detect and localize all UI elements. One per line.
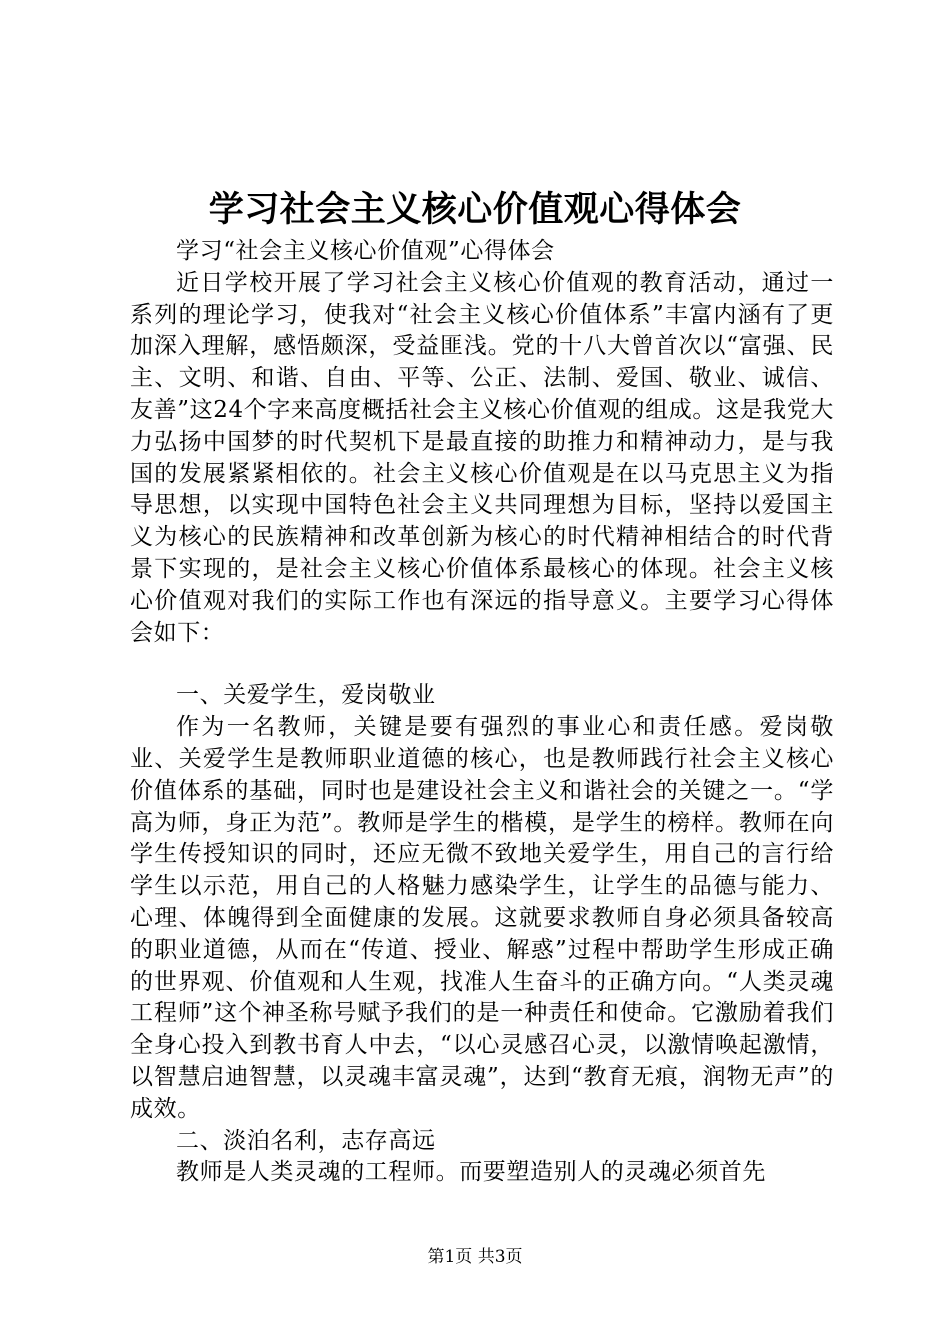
subtitle-paragraph: 学习“社会主义核心价值观”心得体会 — [176, 238, 555, 264]
section-1-paragraph: 作为一名教师，关键是要有强烈的事业心和责任感。爱岗敬业、关爱学生是教师职业道德的核心，也是教师践行社会主义核心价值体系的基础，同时也是建设社会主义和谐社会的关键之一。“学高为师，身正为范”。教师是学生的楷模，是学生的榜样。教师在向学生传授知识的同时，还应无微不致地关爱学生，用自己的言行给学生以示范，用自己的人格魅力感染学生，让学生的品德与能力、心理、体魄得到全面健康的发展。这就要求教师自身必须具备较高的职业道德，从而在“传道、授业、解惑”过程中帮助学生形成正确的世界观、价值观和人生观，找准人生奋斗的正确方向。“人类灵魂工程师”这个神圣称号赋予我们的是一种责任和使命。它激励着我们全身心投入到教书育人中去，“以心灵感召心灵，以激情唤起激情，以智慧启迪智慧，以灵魂丰富灵魂”，达到“教育无痕，润物无声”的成效。 — [130, 714, 834, 1122]
document-title: 学习社会主义核心价值观心得体会 — [208, 189, 742, 230]
section-2-paragraph: 教师是人类灵魂的工程师。而要塑造别人的灵魂必须首先 — [176, 1159, 766, 1186]
document-body — [130, 236, 834, 1189]
section-heading-2: 二、淡泊名利，志存高远 — [176, 1127, 436, 1154]
section-heading-1: 一、关爱学生，爱岗敬业 — [176, 682, 436, 709]
page-footer: 第1页 共3页 — [427, 1247, 523, 1267]
intro-paragraph: 近日学校开展了学习社会主义核心价值观的教育活动，通过一系列的理论学习，使我对“社会主义核心价值体系”丰富内涵有了更加深入理解，感悟颇深，受益匪浅。党的十八大曾首次以“富强、民主、文明、和谐、自由、平等、公正、法制、爱国、敬业、诚信、友善”这24个字来高度概括社会主义核心价值观的组成。这是我党大力弘扬中国梦的时代契机下是最直接的助推力和精神动力，是与我国的发展紧紧相依的。社会主义核心价值观是在以马克思主义为指导思想，以实现中国特色社会主义共同理想为目标，坚持以爱国主义为核心的民族精神和改革创新为核心的时代精神相结合的时代背景下实现的，是社会主义核心价值体系最核心的体现。社会主义核心价值观对我们的实际工作也有深远的指导意义。主要学习心得体会如下： — [130, 269, 834, 646]
